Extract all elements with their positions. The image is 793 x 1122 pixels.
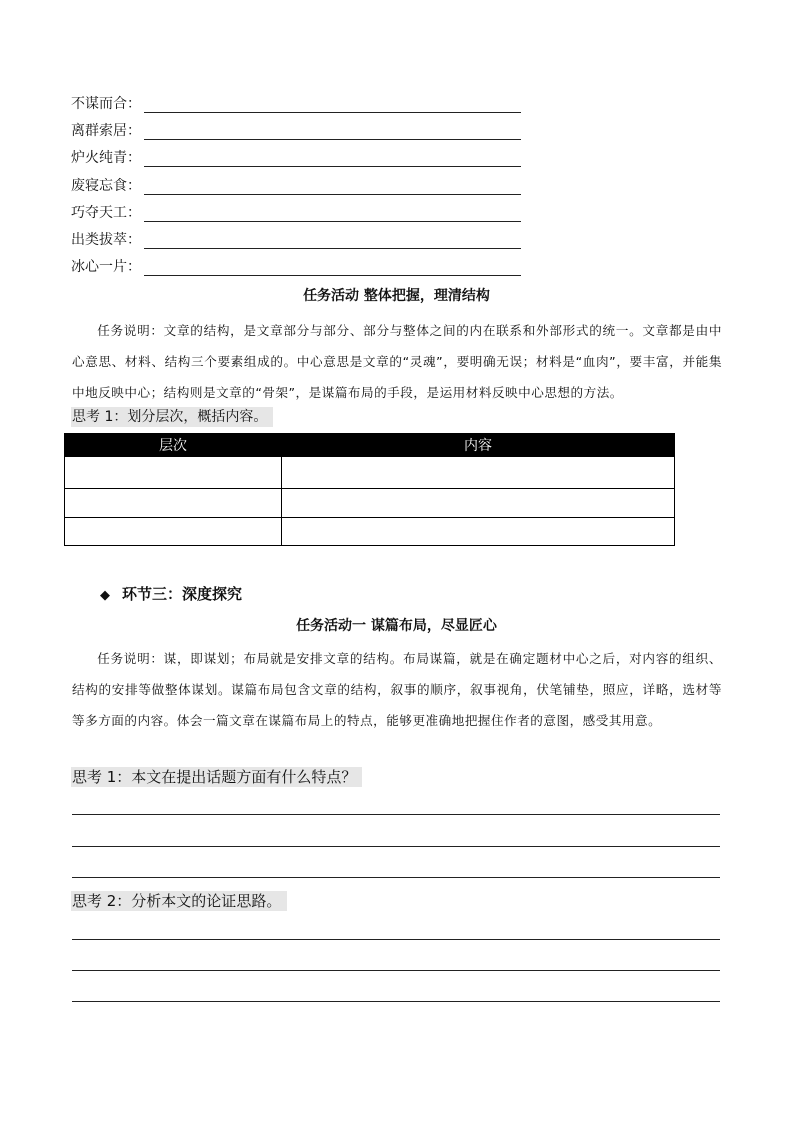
answer-line[interactable] [72, 1001, 720, 1002]
task-description: 任务说明：文章的结构，是文章部分与部分、部分与整体之间的内在联系和外部形式的统一。文章都是由中心意思、材料、结构三个要素组成的。中心意思是文章的“灵魂”，要明确无误；材料是“血肉”，要丰富，并能集中地反映中心；结构则是文章的“骨架”，是谋篇布局的手段，是运用材料反映中心思想的方法。 [72, 323, 722, 400]
answer-blank[interactable] [144, 221, 521, 222]
table-row [65, 457, 675, 489]
idiom-label: 废寝忘食： [71, 178, 141, 194]
think-prompt: 思考 1：本文在提出话题方面有什么特点？ [71, 767, 362, 787]
answer-line[interactable] [72, 846, 720, 847]
idiom-label: 出类拔萃： [71, 232, 141, 248]
layers-table [64, 433, 675, 546]
table-cell[interactable] [65, 489, 282, 518]
idiom-label: 冰心一片： [71, 259, 141, 275]
table-cell[interactable] [282, 518, 675, 546]
table-header-layer: 层次 [65, 434, 282, 457]
idiom-row [71, 203, 451, 225]
idiom-row [71, 257, 451, 279]
think-prompt: 思考 1：划分层次，概括内容。 [71, 407, 273, 427]
table-cell[interactable] [65, 518, 282, 546]
section-title: 环节三：深度探究 [122, 585, 243, 603]
idiom-label: 巧夺天工： [71, 205, 141, 221]
answer-blank[interactable] [144, 194, 521, 195]
diamond-bullet-icon: ◆ [100, 588, 110, 603]
idiom-row [71, 230, 451, 252]
answer-line[interactable] [72, 939, 720, 940]
idiom-row [71, 176, 451, 198]
answer-line[interactable] [72, 814, 720, 815]
answer-blank[interactable] [144, 166, 521, 167]
idiom-label: 离群索居： [71, 123, 141, 139]
table-row [65, 518, 675, 546]
idiom-label: 炉火纯青： [71, 150, 141, 166]
idiom-row [71, 94, 451, 116]
table-header-content: 内容 [282, 434, 675, 457]
table-row [65, 489, 675, 518]
answer-blank[interactable] [144, 112, 521, 113]
task-activity-title: 任务活动 整体把握，理清结构 [303, 288, 490, 304]
answer-line[interactable] [72, 970, 720, 971]
table-cell[interactable] [282, 457, 675, 489]
table-cell[interactable] [65, 457, 282, 489]
answer-line[interactable] [72, 877, 720, 878]
task-activity-title: 任务活动一 谋篇布局，尽显匠心 [296, 618, 497, 634]
answer-blank[interactable] [144, 139, 521, 140]
think-prompt: 思考 2：分析本文的论证思路。 [71, 891, 287, 911]
table-cell[interactable] [282, 489, 675, 518]
section-heading [100, 584, 242, 606]
idiom-row [71, 148, 451, 170]
idiom-label: 不谋而合： [71, 96, 141, 112]
answer-blank[interactable] [144, 248, 521, 249]
idiom-row [71, 121, 451, 143]
task-description: 任务说明：谋，即谋划；布局就是安排文章的结构。布局谋篇，就是在确定题材中心之后，对内容的组织、结构的安排等做整体谋划。谋篇布局包含文章的结构，叙事的顺序，叙事视角，伏笔铺垫，照应，详略，选材等等多方面的内容。体会一篇文章在谋篇布局上的特点，能够更准确地把握住作者的意图，感受其用意。 [72, 651, 722, 728]
answer-blank[interactable] [144, 275, 521, 276]
